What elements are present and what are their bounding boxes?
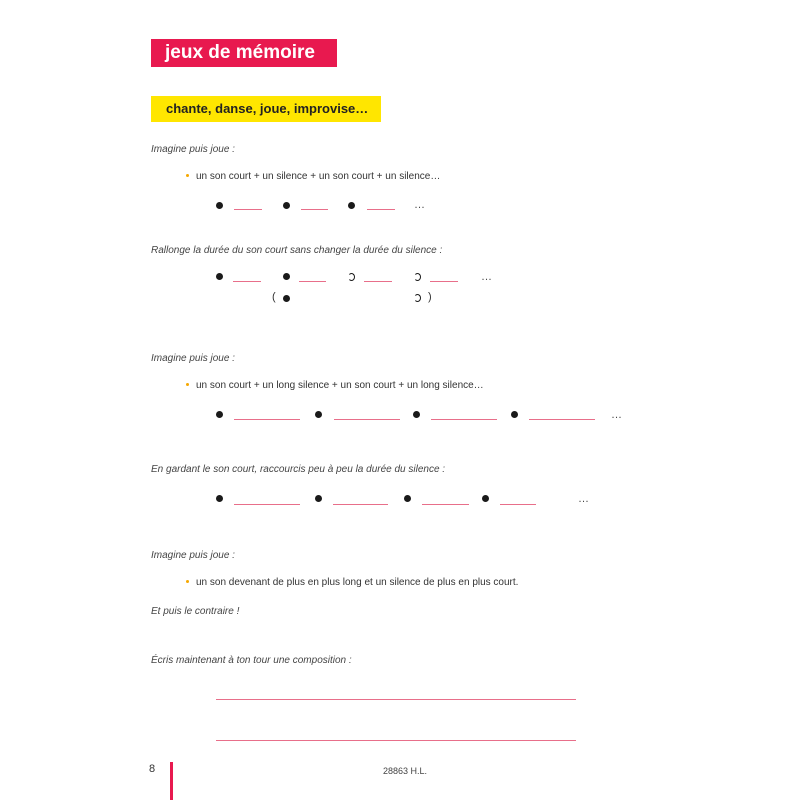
instruction-2: Rallonge la durée du son court sans changer la durée du silence : [151, 245, 443, 256]
silence-line [333, 504, 388, 505]
silence-line [299, 281, 326, 282]
short-note-icon [482, 495, 489, 502]
long-silence-line [334, 419, 400, 420]
continuation-ellipsis: … [481, 271, 492, 283]
silence-line [367, 209, 395, 210]
half-note-icon [348, 273, 355, 281]
silence-line [234, 504, 300, 505]
instruction-3: Imagine puis joue : [151, 353, 235, 364]
continuation-ellipsis: … [611, 409, 622, 421]
bullet-dot-icon [186, 580, 189, 583]
bullet-item-3 [186, 577, 518, 588]
short-note-icon [348, 202, 355, 209]
instruction-4: En gardant le son court, raccourcis peu à peu la durée du silence : [151, 464, 446, 475]
close-paren: ) [428, 291, 432, 303]
bullet-item-2 [186, 380, 484, 391]
silence-line [234, 209, 262, 210]
section-subtitle [151, 96, 381, 122]
instruction-7: Écris maintenant à ton tour une composition : [151, 655, 352, 666]
writing-line[interactable] [216, 740, 576, 741]
bullet-dot-icon [186, 383, 189, 386]
instruction-6: Et puis le contraire ! [151, 606, 240, 617]
bullet-item-1 [186, 171, 440, 182]
short-note-icon [315, 411, 322, 418]
silence-line [301, 209, 328, 210]
silence-line [430, 281, 458, 282]
half-note-icon [414, 273, 421, 281]
short-note-icon [216, 273, 223, 280]
short-note-icon [404, 495, 411, 502]
short-note-icon [283, 295, 290, 302]
short-note-icon [216, 411, 223, 418]
long-silence-line [529, 419, 595, 420]
footer-divider [170, 762, 173, 800]
bullet-text-3: un son devenant de plus en plus long et un silence de plus en plus court. [196, 577, 519, 588]
instruction-5: Imagine puis joue : [151, 550, 235, 561]
page-title-text: jeux de mémoire [165, 42, 315, 63]
page-title [151, 39, 337, 67]
silence-line [233, 281, 261, 282]
page-number: 8 [149, 763, 156, 775]
half-note-icon [414, 294, 421, 302]
short-note-icon [216, 202, 223, 209]
silence-line [422, 504, 469, 505]
short-note-icon [511, 411, 518, 418]
writing-line[interactable] [216, 699, 576, 700]
open-paren: ( [272, 291, 276, 303]
section-subtitle-text: chante, danse, joue, improvise… [166, 101, 369, 116]
bullet-text-2: un son court + un long silence + un son court + un long silence… [196, 380, 484, 391]
instruction-1: Imagine puis joue : [151, 144, 235, 155]
short-note-icon [216, 495, 223, 502]
continuation-ellipsis: … [578, 493, 589, 505]
bullet-dot-icon [186, 174, 189, 177]
long-silence-line [431, 419, 497, 420]
bullet-text-1: un son court + un silence + un son court + un silence… [196, 171, 441, 182]
silence-line [500, 504, 536, 505]
continuation-ellipsis: … [414, 199, 425, 211]
short-note-icon [283, 202, 290, 209]
long-silence-line [234, 419, 300, 420]
short-note-icon [413, 411, 420, 418]
silence-line [364, 281, 392, 282]
footer-code: 28863 H.L. [383, 766, 428, 776]
short-note-icon [315, 495, 322, 502]
short-note-icon [283, 273, 290, 280]
